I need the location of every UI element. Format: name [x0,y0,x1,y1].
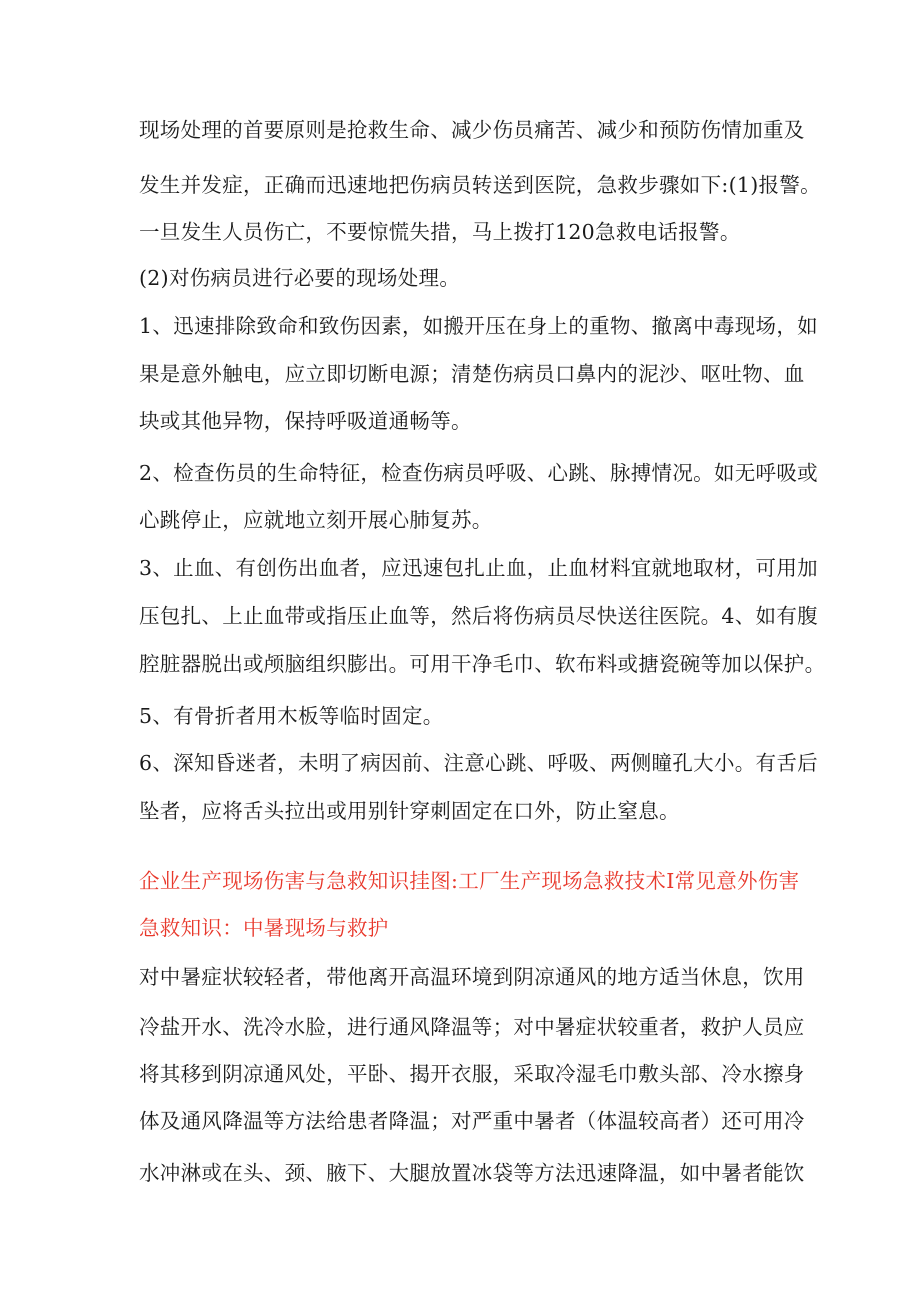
paragraph-line: 块或其他异物，保持呼吸道通畅等。 [139,409,472,433]
paragraph-line: 一旦发生人员伤亡，不要惊慌失措，马上拨打120急救电话报警。 [139,220,741,244]
paragraph-line: 压包扎、上止血带或指压止血等，然后将伤病员尽快送往医院。4、如有腹 [139,604,818,628]
paragraph-line: 2、检查伤员的生命特征，检查伤病员呼吸、心跳、脉搏情况。如无呼吸或 [139,461,818,485]
section-heading: 企业生产现场伤害与急救知识挂图:工厂生产现场急救技术I常见意外伤害 [139,869,800,893]
paragraph-line: 6、深知昏迷者，未明了病因前、注意心跳、呼吸、两侧瞳孔大小。有舌后 [139,751,818,775]
paragraph-line: 现场处理的首要原则是抢救生命、减少伤员痛苦、减少和预防伤情加重及 [139,118,805,142]
paragraph-line: 3、止血、有创伤出血者，应迅速包扎止血，止血材料宜就地取材，可用加 [139,556,818,580]
paragraph-line: 腔脏器脱出或颅脑组织膨出。可用干净毛巾、软布料或搪瓷碗等加以保护。 [139,652,826,676]
paragraph-line: 水冲淋或在头、颈、腋下、大腿放置冰袋等方法迅速降温，如中暑者能饮 [139,1161,805,1185]
paragraph-line: (2)对伤病员进行必要的现场处理。 [139,266,461,290]
paragraph-line: 冷盐开水、洗冷水脸，进行通风降温等；对中暑症状较重者，救护人员应 [139,1015,805,1039]
paragraph-line: 对中暑症状较轻者，带他离开高温环境到阴凉通风的地方适当休息，饮用 [139,965,805,989]
paragraph-line: 坠者，应将舌头拉出或用别针穿刺固定在口外，防止窒息。 [139,799,680,823]
section-heading: 急救知识：中暑现场与救护 [139,916,389,940]
paragraph-line: 1、迅速排除致命和致伤因素，如搬开压在身上的重物、撤离中毒现场，如 [139,314,818,338]
paragraph-line: 发生并发症，正确而迅速地把伤病员转送到医院，急救步骤如下:(1)报警。 [139,173,821,197]
paragraph-line: 体及通风降温等方法给患者降温；对严重中暑者（体温较高者）还可用冷 [139,1109,805,1133]
paragraph-line: 心跳停止，应就地立刻开展心肺复苏。 [139,508,493,532]
paragraph-line: 5、有骨折者用木板等临时固定。 [139,704,444,728]
paragraph-line: 果是意外触电，应立即切断电源；清楚伤病员口鼻内的泥沙、呕吐物、血 [139,362,805,386]
paragraph-line: 将其移到阴凉通风处，平卧、揭开衣服，采取冷湿毛巾敷头部、冷水擦身 [139,1062,805,1086]
